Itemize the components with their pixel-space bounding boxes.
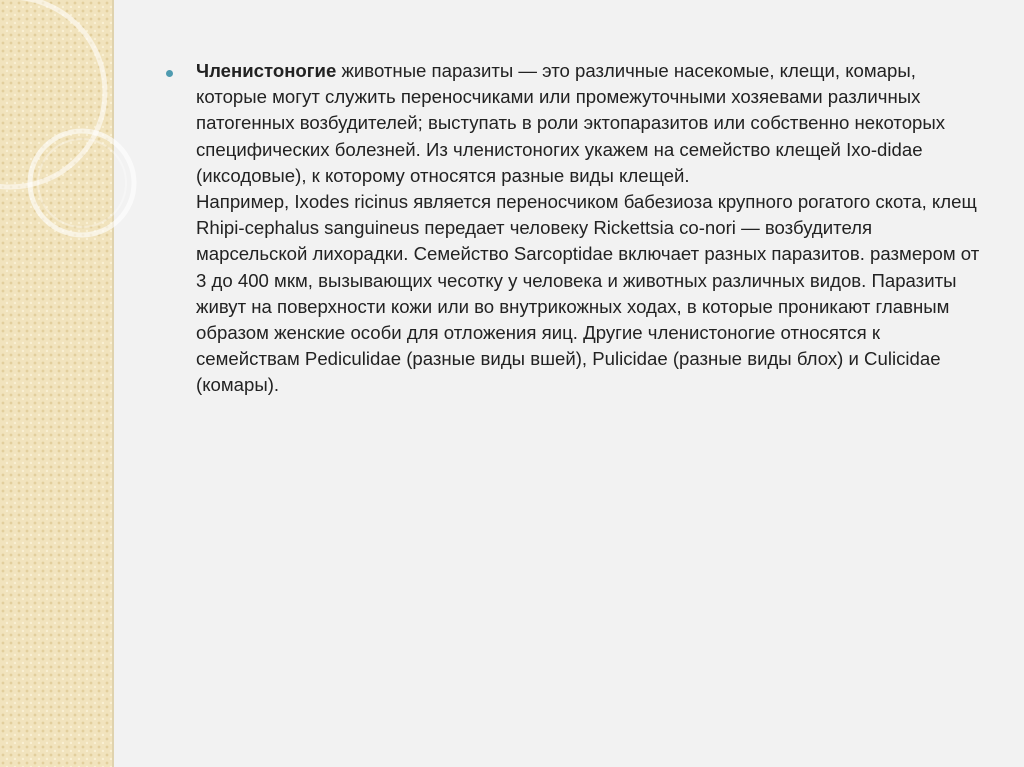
slide-content xyxy=(166,58,986,399)
term-bold: Членистоногие xyxy=(196,60,337,81)
bullet-item xyxy=(166,58,986,399)
paragraph-2: Например, Ixodes ricinus является переносчиком бабезиоза крупного рогатого скота, клещ Rhipi-cephalus sanguineus передает человеку Rickettsia co-nori — возбудителя марсельской лихорадки. Семейство Sarcoptidae включает разных паразитов. размером от 3 до 400 мкм, вызывающих чесотку у человека и животных различных видов. Паразиты живут на поверхности кожи или во внутрикожных ходах, в которые проникают главным образом женские особи для отложения яиц. Другие членистоногие относятся к семействам Pediculidae (разные виды вшей), Pulicidae (разные виды блох) и Culicidae (комары). xyxy=(196,191,980,396)
paragraph-1 xyxy=(196,58,986,189)
decorative-rings-icon xyxy=(0,0,140,260)
bullet-dot-icon xyxy=(166,70,173,77)
paragraph-1-text: животные паразиты — это различные насекомые, клещи, комары, которые могут служить переносчиками или промежуточными хозяевами различных патогенных возбудителей; выступать в роли эктопаразитов или собственно некоторых специфических болезней. Из членистоногих укажем на семейство клещей Ixo-didae (иксодовые), к которому относятся разные виды клещей. xyxy=(196,60,946,186)
